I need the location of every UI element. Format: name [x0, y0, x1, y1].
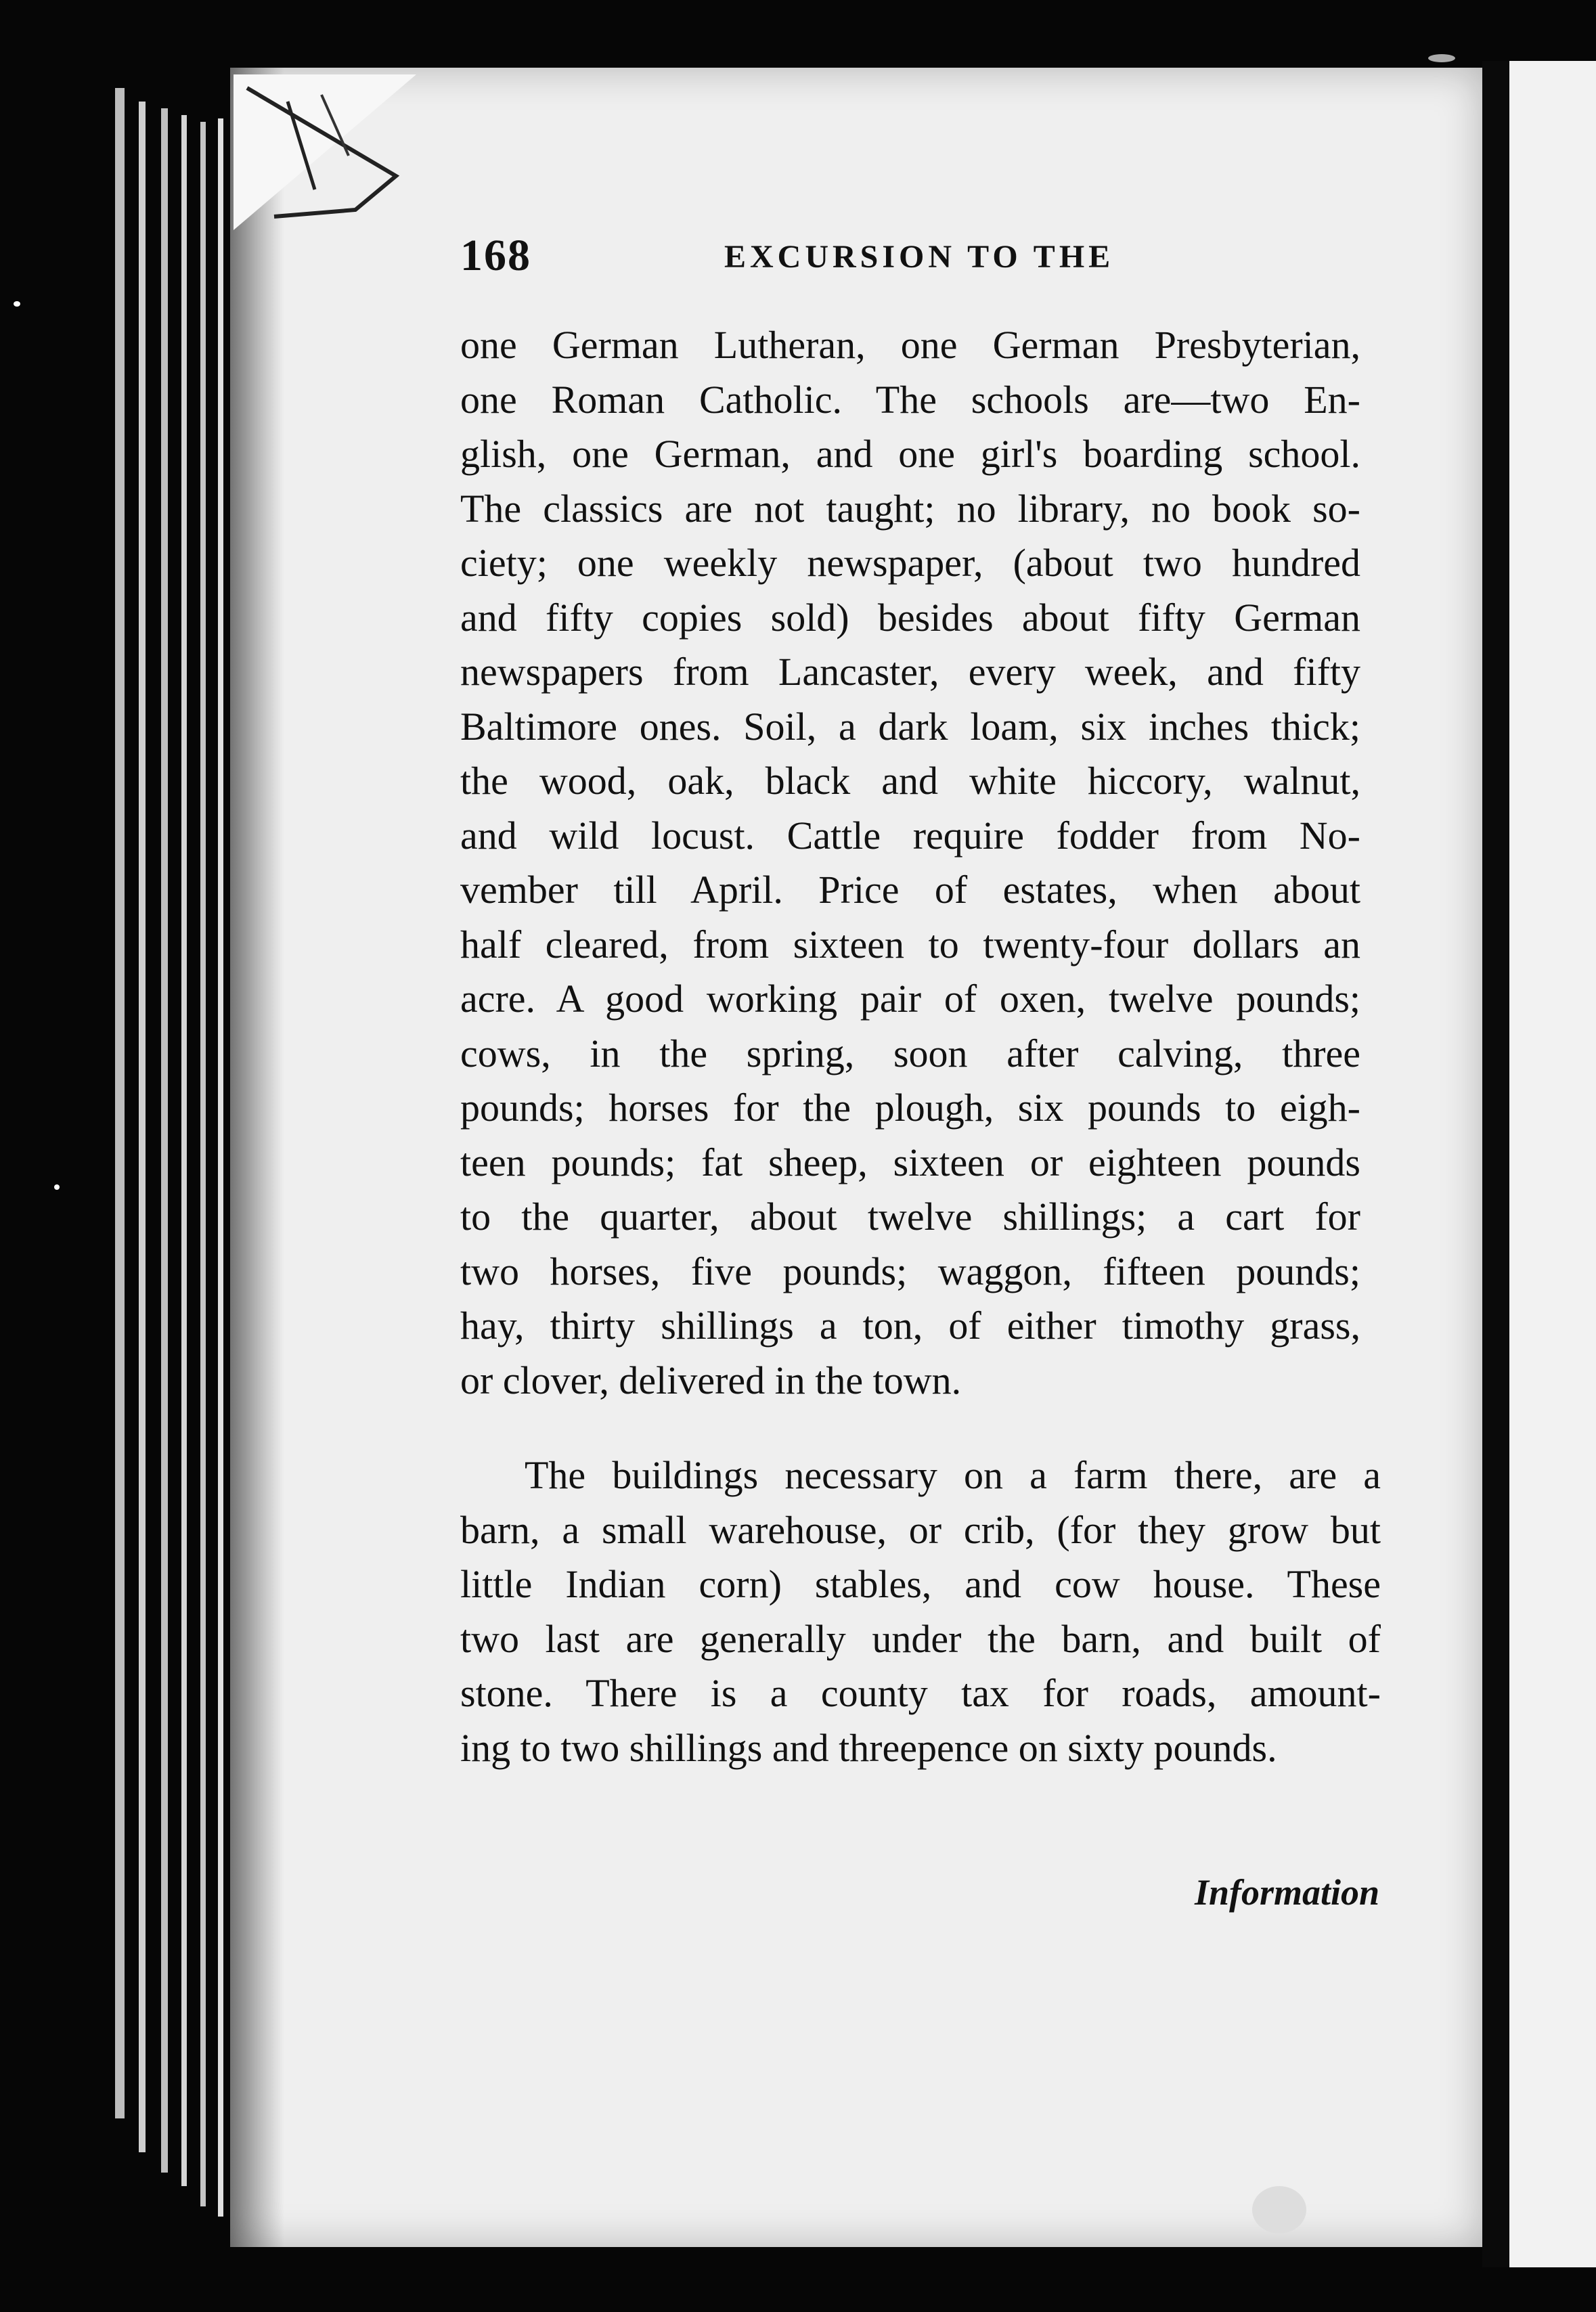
text-line: ing to two shillings and threepence on sixty pounds. [460, 1725, 1277, 1770]
page-edge [200, 122, 206, 2206]
text-line: acre. A good working pair of oxen, twelve pounds; [460, 977, 1360, 1021]
text-line: and wild locust. Cattle require fodder from No- [460, 813, 1360, 858]
text-line: little Indian corn) stables, and cow house. These [460, 1562, 1381, 1606]
text-line: ciety; one weekly newspaper, (about two hundred [460, 541, 1360, 585]
text-line: and fifty copies sold) besides about fifty German [460, 595, 1360, 640]
facing-page-edge [1509, 61, 1596, 2267]
text-line: newspapers from Lancaster, every week, and fifty [460, 650, 1360, 694]
text-line: Baltimore ones. Soil, a dark loam, six inches thick; [460, 704, 1360, 749]
book-gutter [1482, 61, 1509, 2267]
text-line: The buildings necessary on a farm there, are a [525, 1453, 1381, 1497]
text-line: cows, in the spring, soon after calving, three [460, 1031, 1360, 1075]
running-head [460, 230, 1354, 291]
text-line: hay, thirty shillings a ton, of either timothy grass, [460, 1304, 1360, 1348]
catchword: Information [1195, 1872, 1380, 1913]
text-line: one Roman Catholic. The schools are—two En- [460, 377, 1360, 422]
scan-speck [14, 301, 20, 307]
folded-corner [234, 74, 416, 230]
text-line: to the quarter, about twelve shillings; a cart for [460, 1195, 1360, 1239]
paragraph-2 [460, 1448, 1381, 1775]
page-edge [139, 102, 146, 2152]
paragraph-1 [460, 318, 1360, 1408]
scan-speck [54, 1184, 60, 1190]
text-line: pounds; horses for the plough, six pounds to eigh- [460, 1086, 1360, 1130]
text-line: vember till April. Price of estates, when about [460, 868, 1360, 912]
text-line: half cleared, from sixteen to twenty-four dollars an [460, 922, 1360, 966]
text-line: the wood, oak, black and white hiccory, walnut, [460, 759, 1360, 803]
page-number: 168 [460, 231, 531, 280]
scan-speck [1252, 2186, 1306, 2233]
gutter-shadow [230, 68, 284, 2247]
page-edge [218, 118, 223, 2217]
text-line: glish, one German, and one girl's boarding school. [460, 432, 1360, 476]
page-edge [115, 88, 125, 2118]
running-title: EXCURSION TO THE [724, 239, 1115, 275]
text-line: The classics are not taught; no library, no book so- [460, 486, 1360, 531]
text-line: stone. There is a county tax for roads, amount- [460, 1671, 1381, 1715]
text-line: two last are generally under the barn, and built of [460, 1616, 1381, 1661]
page-edge [181, 115, 187, 2186]
text-line: two horses, five pounds; waggon, fifteen pounds; [460, 1249, 1360, 1293]
page-edge [161, 108, 168, 2173]
text-line: or clover, delivered in the town. [460, 1358, 962, 1402]
scan-speck [1428, 54, 1455, 62]
text-line: barn, a small warehouse, or crib, (for they grow but [460, 1507, 1381, 1552]
text-line: teen pounds; fat sheep, sixteen or eighteen pounds [460, 1140, 1360, 1184]
text-line: one German Lutheran, one German Presbyterian, [460, 323, 1360, 367]
